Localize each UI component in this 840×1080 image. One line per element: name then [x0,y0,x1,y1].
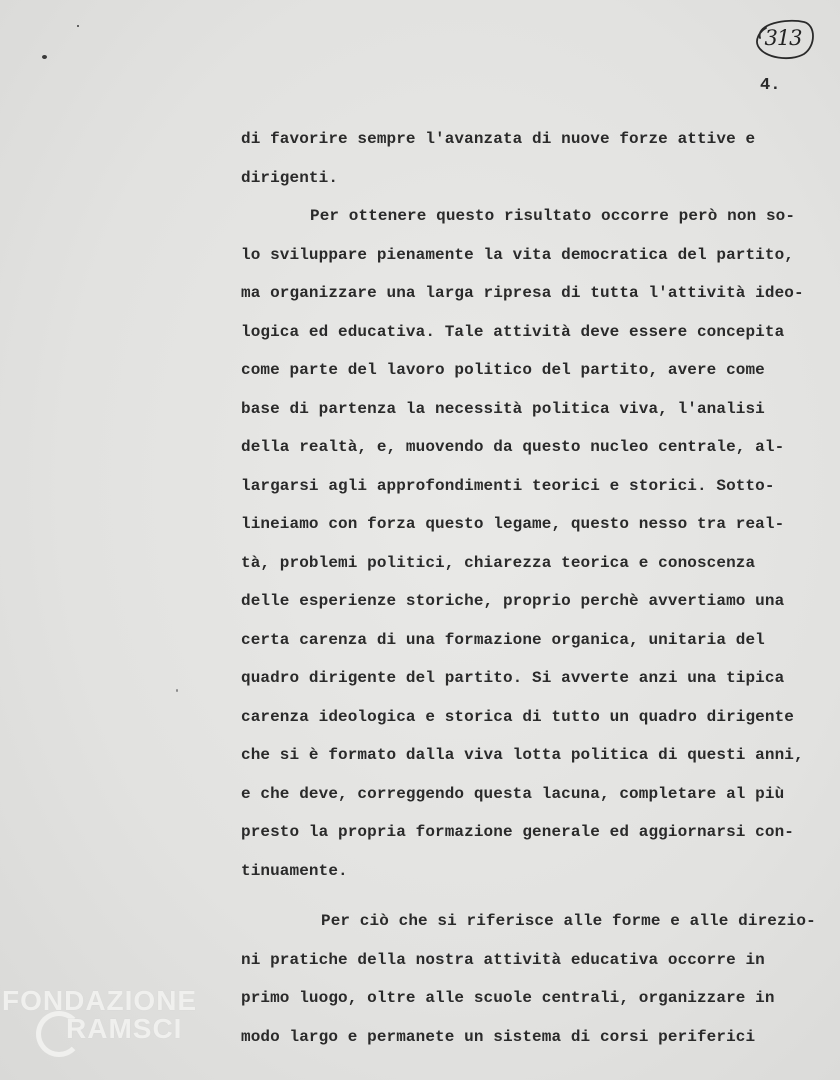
page-number: 4. [760,76,781,95]
text-line: di favorire sempre l'avanzata di nuove forze attive e [241,130,756,148]
ink-speck [176,689,178,692]
folio-number: 313 [764,26,802,50]
text-line: logica ed educativa. Tale attività deve essere concepita [241,322,785,341]
text-line: quadro dirigente del partito. Si avverte anzi una tipica [241,669,785,687]
text-line: tà, problemi politici, chiarezza teorica e conoscenza [241,553,756,572]
text-line: Per ottenere questo risultato occorre però non so- [310,207,796,225]
watermark-line-2: RAMSCI [66,1013,183,1044]
text-line: carenza ideologica e storica di tutto un quadro dirigente [241,707,794,726]
text-line: base di partenza la necessità politica viva, l'analisi [241,399,765,418]
text-line: dirigenti. [241,168,339,187]
text-line: Per ciò che si riferisce alle forme e alle direzio- [321,912,816,930]
text-line: primo luogo, oltre alle scuole centrali, organizzare in [241,989,775,1007]
typed-text-body [241,124,821,1060]
text-line: che si è formato dalla viva lotta politica di questi anni, [241,746,804,764]
ink-speck [42,55,47,59]
foundation-watermark [0,985,220,1075]
text-line: ni pratiche della nostra attività educativa occorre in [241,950,765,969]
text-line: modo largo e permanete un sistema di corsi periferici [241,1027,756,1046]
ink-speck [77,25,79,27]
text-line: presto la propria formazione generale ed aggiornarsi con- [241,823,794,841]
text-line: lo sviluppare pienamente la vita democratica del partito, [241,245,794,264]
text-line: certa carenza di una formazione organica, unitaria del [241,630,765,649]
text-line: tinuamente. [241,861,348,880]
text-line: lineiamo con forza questo legame, questo nesso tra real- [241,515,785,533]
text-line: della realtà, e, muovendo da questo nucleo centrale, al- [241,438,785,456]
text-line: ma organizzare una larga ripresa di tutta l'attività ideo- [241,284,804,302]
text-line: delle esperienze storiche, proprio perchè avvertiamo una [241,592,785,610]
text-line: come parte del lavoro politico del partito, avere come [241,361,765,379]
watermark-line-1: FONDAZIONE [2,985,198,1016]
folio-stamp [750,16,816,60]
text-line: e che deve, correggendo questa lacuna, completare al più [241,784,785,803]
text-line: largarsi agli approfondimenti teorici e storici. Sotto- [241,476,775,495]
